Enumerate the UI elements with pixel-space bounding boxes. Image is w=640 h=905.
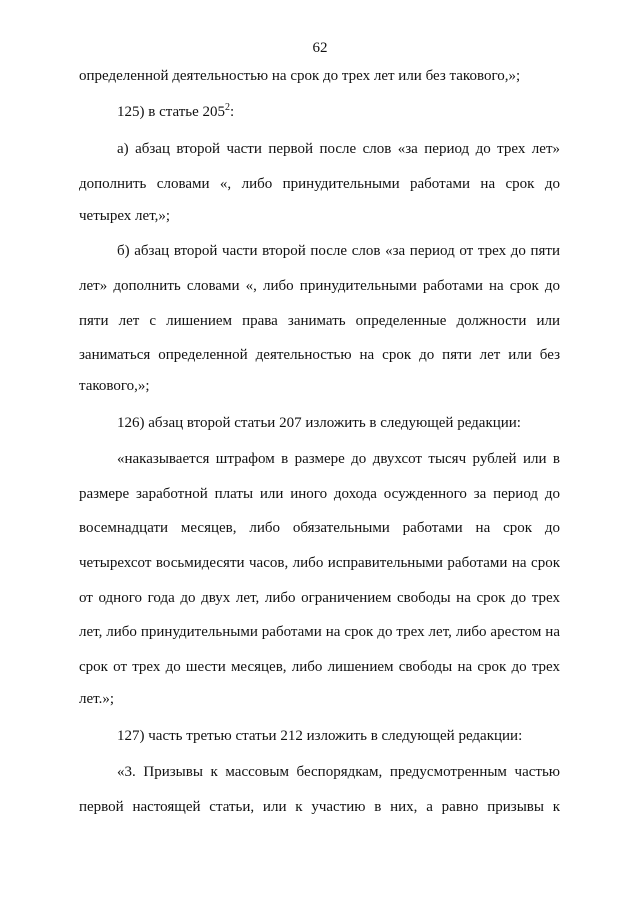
text-line: такового,»; xyxy=(79,378,150,394)
text-line: лет» дополнить словами «, либо принудительными работами на срок до xyxy=(79,278,560,294)
item-heading-125 xyxy=(117,102,234,122)
text-line: дополнить словами «, либо принудительными работами на срок до xyxy=(79,176,560,192)
text-line: «3. Призывы к массовым беспорядкам, предусмотренным частью xyxy=(117,764,560,780)
item-heading-126: 126) абзац второй статьи 207 изложить в следующей редакции: xyxy=(117,415,521,431)
text-line: пяти лет с лишением права занимать определенные должности или xyxy=(79,313,560,329)
text-line: срок от трех до шести месяцев, либо лишением свободы на срок до трех xyxy=(79,659,560,675)
text-line: б) абзац второй части второй после слов «за период от трех до пяти xyxy=(117,243,560,259)
text-line: первой настоящей статьи, или к участию в них, а равно призывы к xyxy=(79,799,560,815)
text-line: лет.»; xyxy=(79,691,114,707)
item-heading-127: 127) часть третью статьи 212 изложить в следующей редакции: xyxy=(117,728,523,744)
text-line: четырех лет,»; xyxy=(79,208,171,224)
text-line: заниматься определенной деятельностью на срок до пяти лет или без xyxy=(79,347,560,363)
text-line: «наказывается штрафом в размере до двухсот тысяч рублей или в xyxy=(117,451,560,467)
text-line: лет, либо принудительными работами на срок до трех лет, либо арестом на xyxy=(79,624,560,640)
text-line: определенной деятельностью на срок до трех лет или без такового,»; xyxy=(79,68,521,84)
text-line: а) абзац второй части первой после слов «за период до трех лет» xyxy=(117,141,560,157)
text-line: от одного года до двух лет, либо ограничением свободы на срок до трех xyxy=(79,590,560,606)
superscript: 2 xyxy=(225,102,231,113)
text-line: размере заработной платы или иного дохода осужденного за период до xyxy=(79,486,560,502)
page-number: 62 xyxy=(312,40,328,56)
text-span: 125) в статье 205 xyxy=(117,104,226,120)
text-line: четырехсот восьмидесяти часов, либо исправительными работами на срок xyxy=(79,555,560,571)
text-span: : xyxy=(230,104,235,120)
text-line: восемнадцати месяцев, либо обязательными работами на срок до xyxy=(79,520,560,536)
